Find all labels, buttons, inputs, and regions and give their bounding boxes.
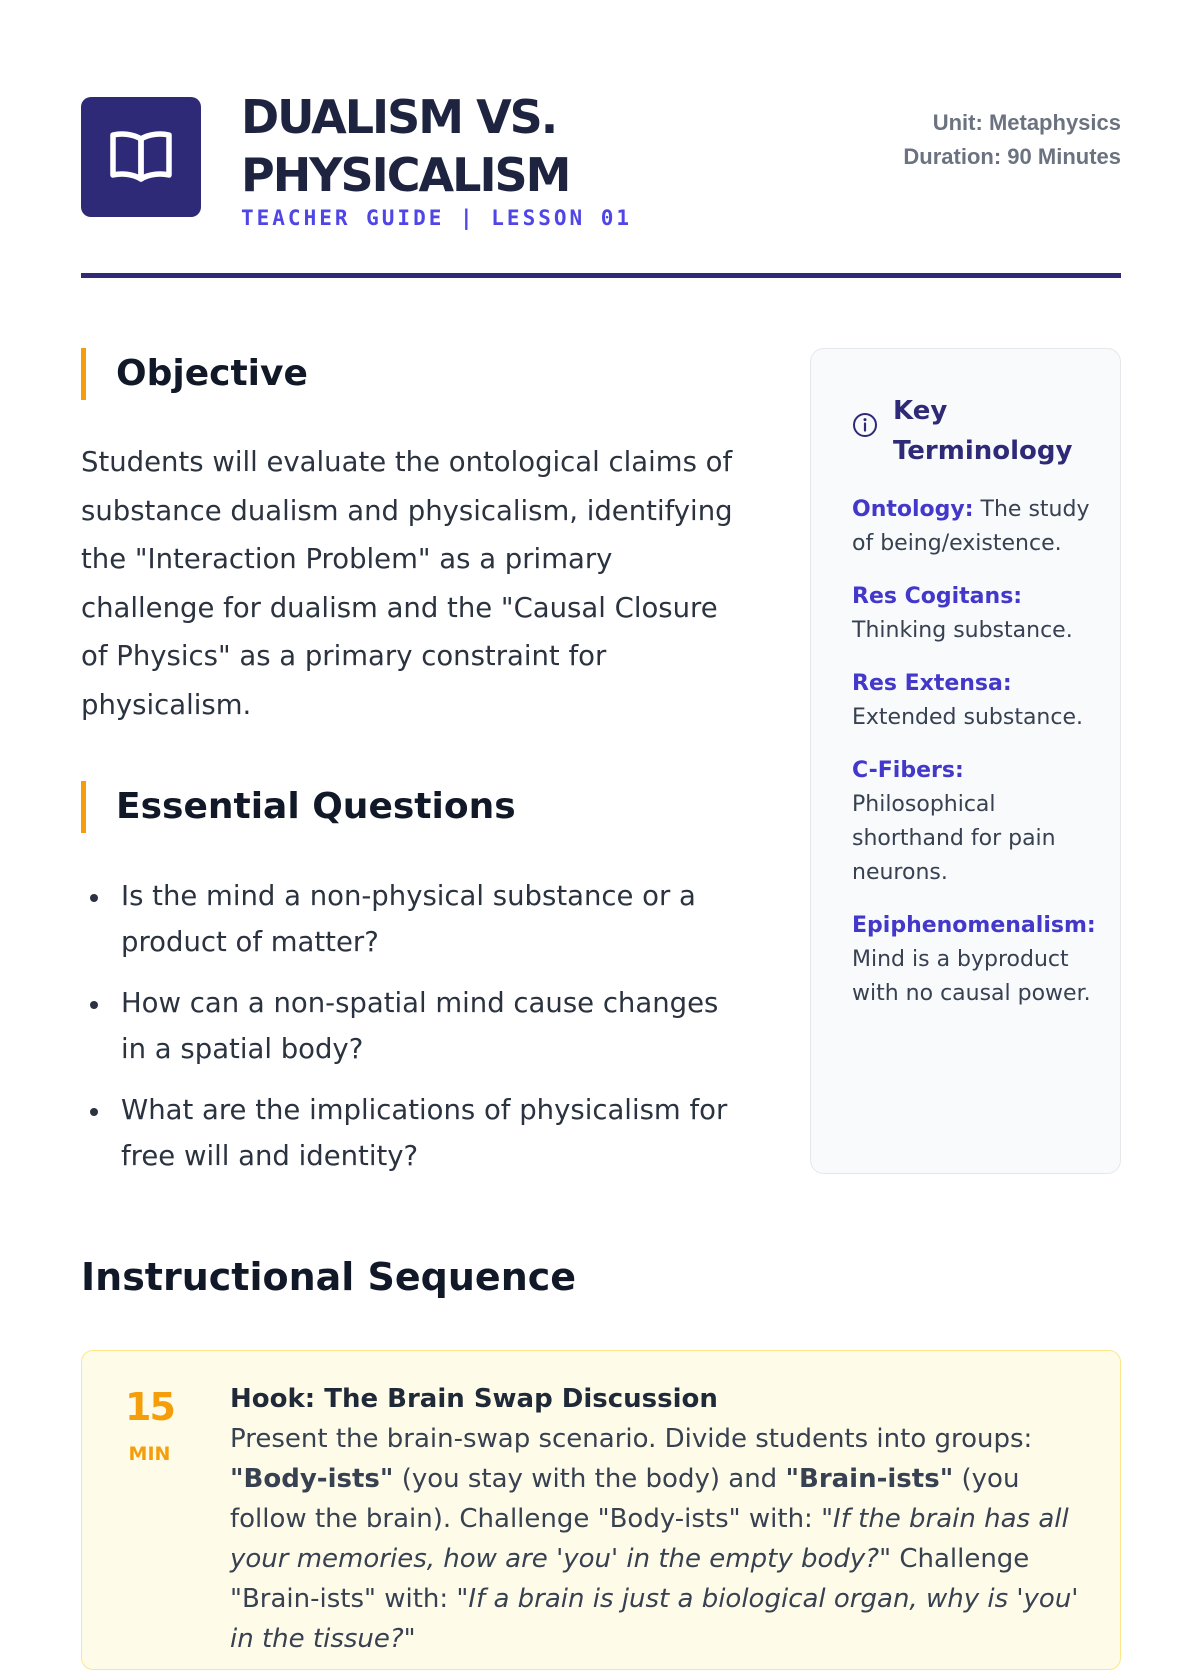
header-divider xyxy=(81,273,1121,278)
sequence-step-card xyxy=(81,1350,1121,1670)
essential-questions-heading: Essential Questions xyxy=(81,781,751,833)
step-description xyxy=(230,1419,1090,1659)
term-item xyxy=(852,667,1098,735)
group-name: "Brain-ists" xyxy=(785,1464,954,1494)
term-item xyxy=(852,909,1098,1011)
info-icon xyxy=(852,412,878,438)
term-name: Epiphenomenalism: xyxy=(852,913,1096,938)
term-definition: The study of being/existence. xyxy=(852,497,1090,556)
title-block xyxy=(241,88,801,230)
page-title: DUALISM VS. PHYSICALISM xyxy=(241,90,570,202)
question-item: Is the mind a non-physical substance or a product of matter? xyxy=(81,873,751,965)
page-header xyxy=(81,88,1121,248)
objective-section xyxy=(81,348,751,729)
step-title: Hook: The Brain Swap Discussion xyxy=(230,1384,718,1414)
term-name: Ontology: xyxy=(852,497,974,522)
term-definition: Mind is a byproduct with no causal power. xyxy=(852,947,1091,1006)
group-description: (you stay with the body) and xyxy=(401,1464,778,1494)
term-name: Res Extensa: xyxy=(852,671,1012,696)
term-item xyxy=(852,580,1098,648)
term-item xyxy=(852,754,1098,890)
term-item xyxy=(852,493,1098,561)
objective-text: Students will evaluate the ontological claims of substance dualism and physicalism, identifying the "Interaction Problem" as a primary challenge for dualism and the "Causal Closure of Physics" as a primary constraint for physicalism. xyxy=(81,446,733,721)
challenge-quote: "If a brain is just a biological organ, why is 'you' in the tissue?" xyxy=(230,1584,1079,1654)
term-name: C-Fibers: xyxy=(852,758,964,783)
lesson-meta xyxy=(891,106,1121,174)
key-terminology-panel xyxy=(810,348,1121,1174)
main-content xyxy=(81,348,751,1194)
challenge-intro: Challenge "Brain-ists" with: xyxy=(230,1544,1030,1614)
terminology-title: Key Terminology xyxy=(893,396,1073,466)
term-definition: Philosophical shorthand for pain neurons. xyxy=(852,792,1056,885)
question-item: How can a non-spatial mind cause changes in a spatial body? xyxy=(81,980,751,1072)
instructional-sequence-heading: Instructional Sequence xyxy=(81,1255,577,1299)
step-duration xyxy=(82,1385,217,1465)
step-minutes-unit: MIN xyxy=(128,1443,171,1465)
open-book-icon xyxy=(109,129,173,185)
terminology-header xyxy=(852,391,1098,471)
logo xyxy=(81,97,201,217)
question-list xyxy=(81,873,751,1179)
essential-questions-section xyxy=(81,781,751,1179)
term-name: Res Cogitans: xyxy=(852,584,1023,609)
group-description: (you follow the brain). Challenge "Body-ists" with: xyxy=(230,1464,1020,1534)
objective-heading: Objective xyxy=(81,348,751,400)
page-subtitle: TEACHER GUIDE | LESSON 01 xyxy=(241,206,633,230)
duration-label: Duration: 90 Minutes xyxy=(903,144,1121,169)
term-definition: Extended substance. xyxy=(852,705,1083,730)
term-definition: Thinking substance. xyxy=(852,618,1073,643)
question-item: What are the implications of physicalism for free will and identity? xyxy=(81,1087,751,1179)
term-list xyxy=(852,493,1098,1011)
step-minutes: 15 xyxy=(125,1385,174,1429)
group-name: "Body-ists" xyxy=(230,1464,394,1494)
unit-label: Unit: Metaphysics xyxy=(932,110,1121,135)
step-body xyxy=(230,1379,1090,1659)
step-intro: Present the brain-swap scenario. Divide students into groups: xyxy=(230,1424,1033,1454)
challenge-quote: "If the brain has all your memories, how are 'you' in the empty body?" xyxy=(230,1504,1069,1574)
